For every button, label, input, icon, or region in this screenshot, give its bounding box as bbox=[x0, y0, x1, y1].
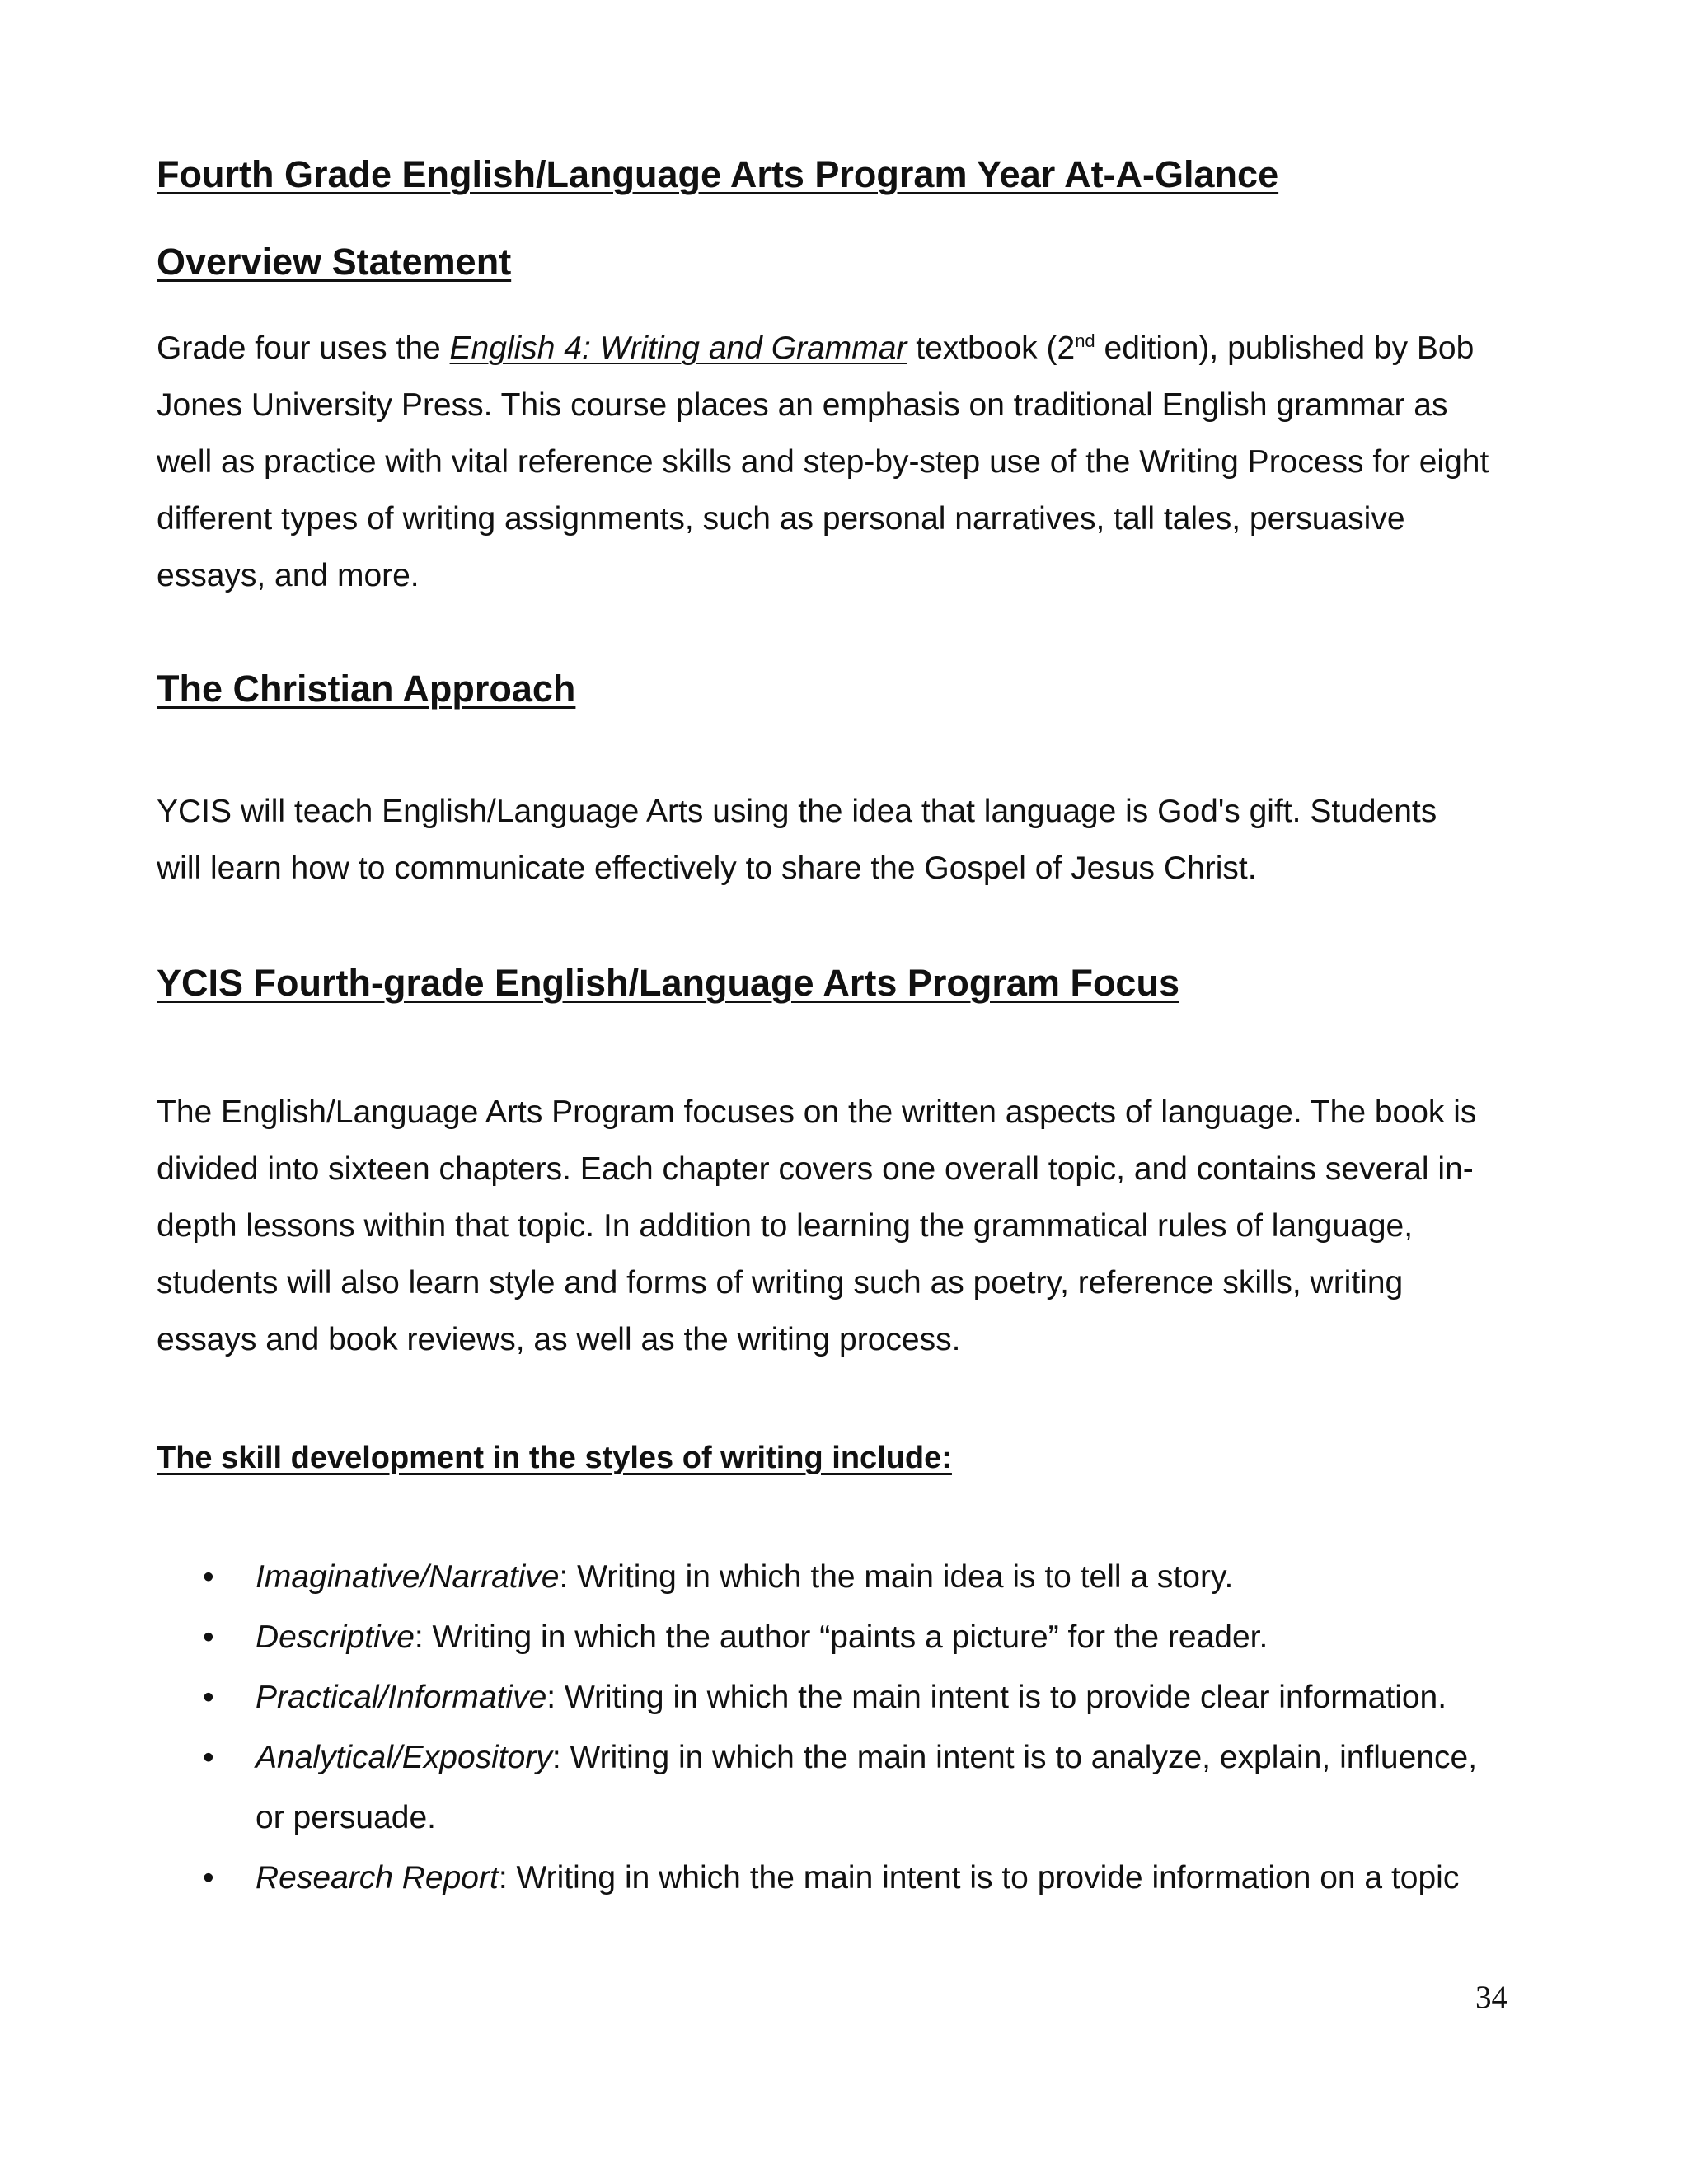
textbook-title: English 4: Writing and Grammar bbox=[449, 330, 907, 366]
writing-style-description: : Writing in which the main intent is to analyze, explain, influence, bbox=[551, 1740, 1478, 1775]
bullet-icon: • bbox=[203, 1559, 214, 1595]
bullet-icon: • bbox=[203, 1740, 214, 1775]
list-item bbox=[157, 1607, 1558, 1667]
program-focus-paragraph bbox=[157, 1084, 1550, 1368]
program-focus-heading: YCIS Fourth-grade English/Language Arts Program Focus bbox=[157, 962, 1179, 1004]
writing-style-description: : Writing in which the main idea is to tell a story. bbox=[559, 1559, 1234, 1595]
ordinal-suffix: nd bbox=[1075, 330, 1095, 351]
overview-text: edition), published by Bob bbox=[1095, 330, 1475, 366]
overview-line-4: different types of writing assignments, such as personal narratives, tall tales, persuasive bbox=[157, 501, 1405, 537]
list-item bbox=[157, 1848, 1558, 1908]
writing-style-description: : Writing in which the main intent is to provide information on a topic bbox=[498, 1860, 1460, 1896]
bullet-icon: • bbox=[203, 1619, 214, 1655]
overview-text: textbook (2 bbox=[907, 330, 1076, 366]
writing-style-description: : Writing in which the main intent is to provide clear information. bbox=[546, 1680, 1447, 1715]
writing-style-term: Practical/Informative bbox=[256, 1680, 547, 1715]
writing-styles-list bbox=[157, 1547, 1558, 1908]
writing-style-description-continuation: or persuade. bbox=[256, 1800, 436, 1835]
list-item bbox=[157, 1667, 1558, 1727]
overview-heading: Overview Statement bbox=[157, 241, 512, 283]
writing-style-description: : Writing in which the author “paints a picture” for the reader. bbox=[414, 1619, 1268, 1655]
overview-line-5: essays, and more. bbox=[157, 558, 420, 593]
list-item bbox=[157, 1727, 1558, 1848]
christian-approach-heading: The Christian Approach bbox=[157, 668, 576, 710]
writing-style-term: Research Report bbox=[256, 1860, 499, 1896]
overview-line-3: well as practice with vital reference skills and step-by-step use of the Writing Process for eight bbox=[157, 444, 1489, 480]
overview-text: Grade four uses the bbox=[157, 330, 450, 366]
christian-approach-line-2: will learn how to communicate effectively to share the Gospel of Jesus Christ. bbox=[157, 851, 1257, 886]
writing-style-term: Descriptive bbox=[256, 1619, 415, 1655]
christian-approach-paragraph bbox=[157, 783, 1550, 897]
writing-style-term: Analytical/Expository bbox=[256, 1740, 552, 1775]
program-focus-line-5: essays and book reviews, as well as the writing process. bbox=[157, 1322, 961, 1357]
overview-line-2: Jones University Press. This course places an emphasis on traditional English grammar as bbox=[157, 387, 1448, 423]
writing-style-term: Imaginative/Narrative bbox=[256, 1559, 560, 1595]
christian-approach-line-1: YCIS will teach English/Language Arts using the idea that language is God's gift. Students bbox=[157, 794, 1437, 829]
skills-heading: The skill development in the styles of writing include: bbox=[157, 1441, 952, 1475]
bullet-icon: • bbox=[203, 1680, 214, 1715]
overview-line-1 bbox=[157, 320, 1550, 377]
program-focus-line-2: divided into sixteen chapters. Each chapter covers one overall topic, and contains several in- bbox=[157, 1151, 1474, 1187]
bullet-icon: • bbox=[203, 1860, 214, 1896]
overview-paragraph bbox=[157, 320, 1550, 604]
list-item bbox=[157, 1547, 1558, 1607]
program-focus-line-1: The English/Language Arts Program focuses on the written aspects of language. The book is bbox=[157, 1094, 1477, 1130]
program-focus-line-4: students will also learn style and forms of writing such as poetry, reference skills, writing bbox=[157, 1265, 1404, 1301]
page-number: 34 bbox=[1475, 1980, 1507, 2015]
document-title: Fourth Grade English/Language Arts Program Year At-A-Glance bbox=[157, 153, 1279, 195]
program-focus-line-3: depth lessons within that topic. In addition to learning the grammatical rules of language, bbox=[157, 1208, 1414, 1244]
